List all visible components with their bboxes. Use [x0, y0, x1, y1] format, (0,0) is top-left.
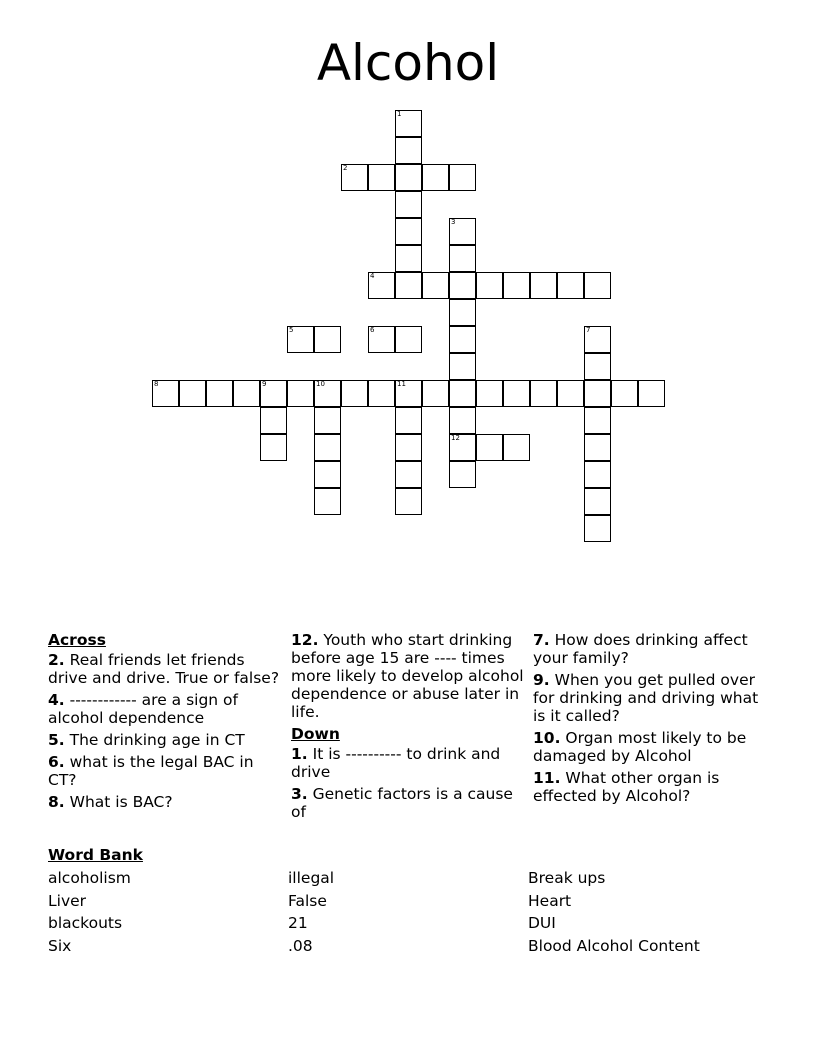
word-bank-item: False	[288, 891, 327, 910]
grid-cell[interactable]	[395, 434, 422, 461]
across-heading: Across	[48, 631, 106, 649]
word-bank-item: 21	[288, 914, 308, 933]
grid-cell[interactable]	[314, 461, 341, 488]
cell-number: 1	[397, 110, 402, 118]
grid-cell[interactable]	[449, 326, 476, 353]
grid-cell[interactable]	[449, 245, 476, 272]
grid-cell[interactable]	[395, 137, 422, 164]
word-bank-column-1	[48, 867, 131, 957]
grid-cell[interactable]	[395, 461, 422, 488]
cell-number: 9	[262, 380, 267, 388]
clue-across-2: 2. Real friends let friends drive and drive. True or false?	[48, 651, 280, 687]
grid-cell[interactable]	[287, 380, 314, 407]
word-bank-item: Heart	[528, 891, 572, 910]
grid-cell[interactable]	[260, 380, 287, 407]
cell-number: 5	[289, 326, 294, 334]
grid-cell[interactable]	[314, 380, 341, 407]
grid-cell[interactable]	[152, 380, 179, 407]
grid-cell[interactable]	[395, 380, 422, 407]
clue-down-11: 11. What other organ is effected by Alcohol?	[533, 769, 720, 805]
grid-cell[interactable]	[395, 272, 422, 299]
clue-across-5: 5. The drinking age in CT	[48, 731, 245, 749]
word-bank-item: alcoholism	[48, 869, 131, 887]
cell-number: 12	[451, 434, 460, 442]
clue-across-8: 8. What is BAC?	[48, 793, 173, 811]
grid-cell[interactable]	[584, 326, 611, 353]
word-bank-item: Break ups	[528, 869, 606, 887]
grid-cell[interactable]	[449, 407, 476, 434]
clues-column-3	[533, 631, 769, 809]
grid-cell[interactable]	[476, 272, 503, 299]
cell-number: 10	[316, 380, 325, 388]
cell-number: 7	[586, 326, 591, 334]
grid-cell[interactable]	[449, 164, 476, 191]
clue-down-10: 10. Organ most likely to be damaged by Alcohol	[533, 729, 747, 765]
grid-cell[interactable]	[395, 326, 422, 353]
grid-cell[interactable]	[557, 272, 584, 299]
clue-across-6: 6. what is the legal BAC in CT?	[48, 753, 254, 789]
clues-column-2	[291, 631, 527, 825]
grid-cell[interactable]	[395, 191, 422, 218]
clue-across-12: 12. Youth who start drinking before age 15 are ---- times more likely to develop alcohol dependence or abuse later in life.	[291, 631, 524, 721]
grid-cell[interactable]	[584, 380, 611, 407]
grid-cell[interactable]	[233, 380, 260, 407]
word-bank-heading: Word Bank	[48, 846, 143, 864]
grid-cell[interactable]	[530, 272, 557, 299]
clue-across-4: 4. ------------ are a sign of alcohol dependence	[48, 691, 238, 727]
grid-cell[interactable]	[584, 515, 611, 542]
grid-cell[interactable]	[584, 461, 611, 488]
grid-cell[interactable]	[449, 353, 476, 380]
grid-cell[interactable]	[449, 434, 476, 461]
word-bank-column-2	[288, 867, 334, 957]
grid-cell[interactable]	[584, 272, 611, 299]
grid-cell[interactable]	[449, 461, 476, 488]
grid-cell[interactable]	[530, 380, 557, 407]
grid-cell[interactable]	[314, 326, 341, 353]
grid-cell[interactable]	[557, 380, 584, 407]
clue-down-9: 9. When you get pulled over for drinking and driving what is it called?	[533, 671, 759, 725]
grid-cell[interactable]	[449, 299, 476, 326]
grid-cell[interactable]	[422, 272, 449, 299]
puzzle-title: Alcohol	[316, 34, 500, 92]
grid-cell[interactable]	[422, 164, 449, 191]
grid-cell[interactable]	[503, 434, 530, 461]
grid-cell[interactable]	[395, 164, 422, 191]
grid-cell[interactable]	[584, 407, 611, 434]
grid-cell[interactable]	[449, 272, 476, 299]
grid-cell[interactable]	[422, 380, 449, 407]
grid-cell[interactable]	[368, 272, 395, 299]
cell-number: 6	[370, 326, 375, 334]
grid-cell[interactable]	[395, 245, 422, 272]
clues-column-1	[48, 631, 284, 815]
grid-cell[interactable]	[368, 380, 395, 407]
grid-cell[interactable]	[476, 380, 503, 407]
cell-number: 4	[370, 272, 375, 280]
grid-cell[interactable]	[395, 407, 422, 434]
grid-cell[interactable]	[611, 380, 638, 407]
grid-cell[interactable]	[179, 380, 206, 407]
grid-cell[interactable]	[368, 164, 395, 191]
word-bank-column-3	[528, 867, 700, 957]
grid-cell[interactable]	[476, 434, 503, 461]
grid-cell[interactable]	[314, 434, 341, 461]
grid-cell[interactable]	[206, 380, 233, 407]
grid-cell[interactable]	[449, 380, 476, 407]
grid-cell[interactable]	[584, 434, 611, 461]
grid-cell[interactable]	[638, 380, 665, 407]
grid-cell[interactable]	[584, 488, 611, 515]
word-bank-item: DUI	[528, 914, 556, 933]
grid-cell[interactable]	[287, 326, 314, 353]
clue-down-7: 7. How does drinking affect your family?	[533, 631, 748, 667]
cell-number: 3	[451, 218, 456, 226]
cell-number: 8	[154, 380, 159, 388]
grid-cell[interactable]	[260, 434, 287, 461]
grid-cell[interactable]	[395, 488, 422, 515]
grid-cell[interactable]	[341, 380, 368, 407]
word-bank-item: Liver	[48, 891, 87, 910]
word-bank-item: illegal	[288, 869, 335, 887]
grid-cell[interactable]	[314, 488, 341, 515]
down-heading: Down	[291, 725, 340, 743]
word-bank-item: .08	[288, 936, 313, 955]
grid-cell[interactable]	[584, 353, 611, 380]
grid-cell[interactable]	[503, 272, 530, 299]
grid-cell[interactable]	[503, 380, 530, 407]
word-bank-item: Blood Alcohol Content	[528, 936, 700, 955]
word-bank-item: blackouts	[48, 914, 123, 933]
clue-down-3: 3. Genetic factors is a cause of	[291, 785, 513, 821]
word-bank-item: Six	[48, 936, 72, 955]
clue-down-1: 1. It is ---------- to drink and drive	[291, 745, 501, 781]
grid-cell[interactable]	[368, 326, 395, 353]
grid-cell[interactable]	[260, 407, 287, 434]
cell-number: 11	[397, 380, 406, 388]
grid-cell[interactable]	[395, 110, 422, 137]
grid-cell[interactable]	[395, 218, 422, 245]
grid-cell[interactable]	[449, 218, 476, 245]
grid-cell[interactable]	[341, 164, 368, 191]
cell-number: 2	[343, 164, 348, 172]
grid-cell[interactable]	[314, 407, 341, 434]
